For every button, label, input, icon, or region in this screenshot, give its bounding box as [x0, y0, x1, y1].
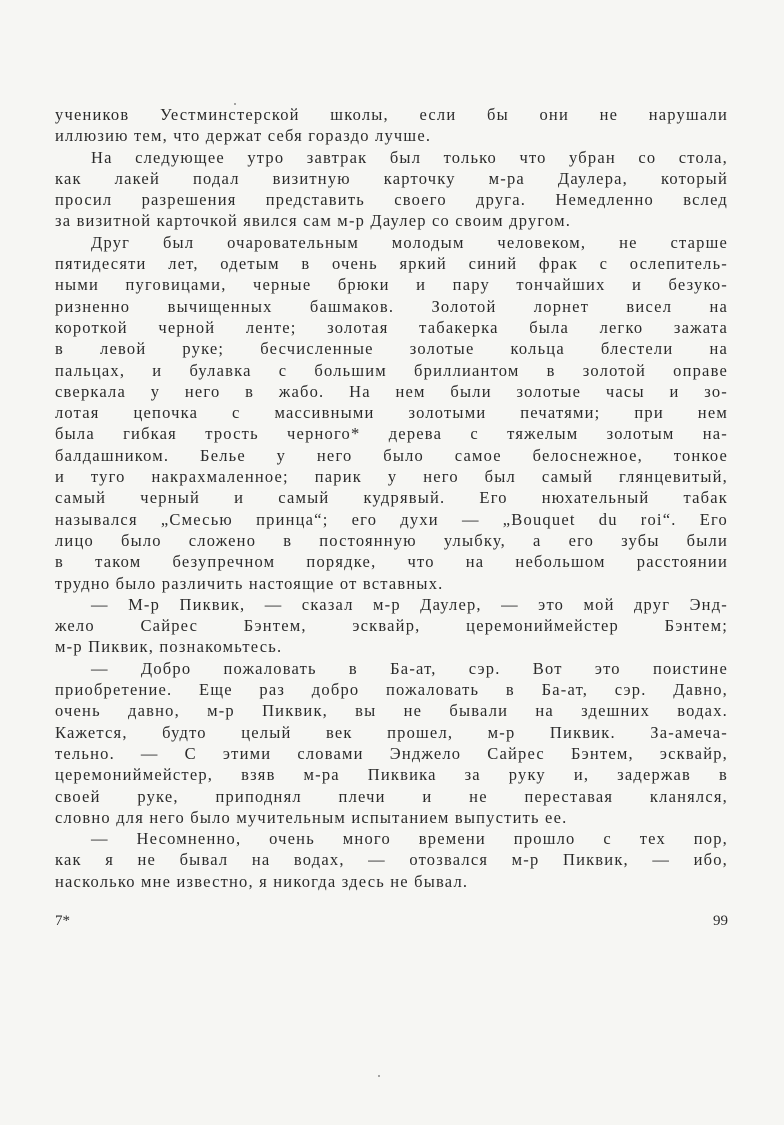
text-line: иллюзию тем, что держат себя гораздо лучше. [55, 126, 432, 146]
text-line: словно для него было мучительным испытанием выпустить ее. [55, 807, 568, 827]
text-line: жело Сайрес Бэнтем, эсквайр, церемониймейстер Бэнтем; [55, 616, 728, 636]
text-line: пальцах, и булавка с большим бриллиантом в золотой оправе [55, 360, 728, 380]
text-line: тельно. — С этими словами Энджело Сайрес Бэнтем, эсквайр, [55, 743, 728, 763]
text-line: ризненно вычищенных башмаков. Золотой лорнет висел на [55, 296, 728, 316]
text-line: своей руке, приподнял плечи и не переставая кланялся, [55, 786, 728, 806]
text-line: самый черный и самый кудрявый. Его нюхательный табак [55, 488, 728, 508]
text-line: — М-р Пиквик, — сказал м-р Даулер, — это мой друг Энд- [91, 594, 728, 614]
text-line: сверкала у него в жабо. На нем были золотые часы и зо- [55, 381, 728, 401]
text-line: пятидесяти лет, одетым в очень яркий синий фрак с ослепитель- [55, 254, 728, 274]
page-body-text [55, 104, 728, 892]
text-line: в таком безупречном порядке, что на небольшом расстоянии [55, 552, 728, 572]
text-line: — Добро пожаловать в Ба-ат, сэр. Вот это поистине [91, 658, 728, 678]
paragraph [55, 147, 728, 232]
printer-signature-mark: 7* [55, 913, 70, 929]
paragraph [55, 104, 728, 147]
text-line: как лакей подал визитную карточку м-ра Даулера, который [55, 168, 728, 188]
text-line: короткой черной ленте; золотая табакерка была легко зажата [55, 317, 728, 337]
text-line: лицо было сложено в постоянную улыбку, а его зубы были [55, 530, 728, 550]
text-line: была гибкая трость черного* дерева с тяжелым золотым на- [55, 424, 728, 444]
text-line: назывался „Смесью принца“; его духи — „Bouquet du roi“. Его [55, 509, 728, 529]
paragraph [55, 232, 728, 594]
text-line: за визитной карточкой явился сам м-р Даулер со своим другом. [55, 211, 572, 231]
text-line: церемониймейстер, взяв м-ра Пиквика за руку и, задержав в [55, 765, 728, 785]
text-line: приобретение. Еще раз добро пожаловать в Ба-ат, сэр. Давно, [55, 680, 728, 700]
text-line: лотая цепочка с массивными золотыми печатями; при нем [55, 403, 728, 423]
text-line: — Несомненно, очень много времени прошло с тех пор, [91, 829, 728, 849]
paragraph [55, 594, 728, 658]
text-line: На следующее утро завтрак был только что убран со стола, [91, 147, 728, 167]
text-line: трудно было различить настоящие от вставных. [55, 573, 444, 593]
text-line: ными пуговицами, черные брюки и пару тончайших и безуко- [55, 275, 728, 295]
text-line: учеников Уестминстерской школы, если бы они не нарушали [55, 105, 728, 124]
text-line: балдашником. Белье у него было самое белоснежное, тонкое [55, 445, 728, 465]
scan-speck [378, 1075, 380, 1077]
paragraph [55, 658, 728, 828]
text-line: Друг был очаровательным молодым человеком, не старше [91, 232, 728, 252]
text-line: очень давно, м-р Пиквик, вы не бывали на здешних водах. [55, 701, 728, 721]
page-number: 99 [713, 913, 728, 929]
paragraph [55, 828, 728, 892]
text-line: в левой руке; бесчисленные золотые кольца блестели на [55, 339, 728, 359]
text-line: как я не бывал на водах, — отозвался м-р Пиквик, — ибо, [55, 850, 728, 870]
text-line: и туго накрахмаленное; парик у него был самый глянцевитый, [55, 467, 728, 487]
text-line: м-р Пиквик, познакомьтесь. [55, 637, 283, 657]
text-line: просил разрешения представить своего друга. Немедленно вслед [55, 190, 728, 210]
text-line: Кажется, будто целый век прошел, м-р Пиквик. За-амеча- [55, 722, 728, 742]
text-line: насколько мне известно, я никогда здесь не бывал. [55, 871, 469, 891]
